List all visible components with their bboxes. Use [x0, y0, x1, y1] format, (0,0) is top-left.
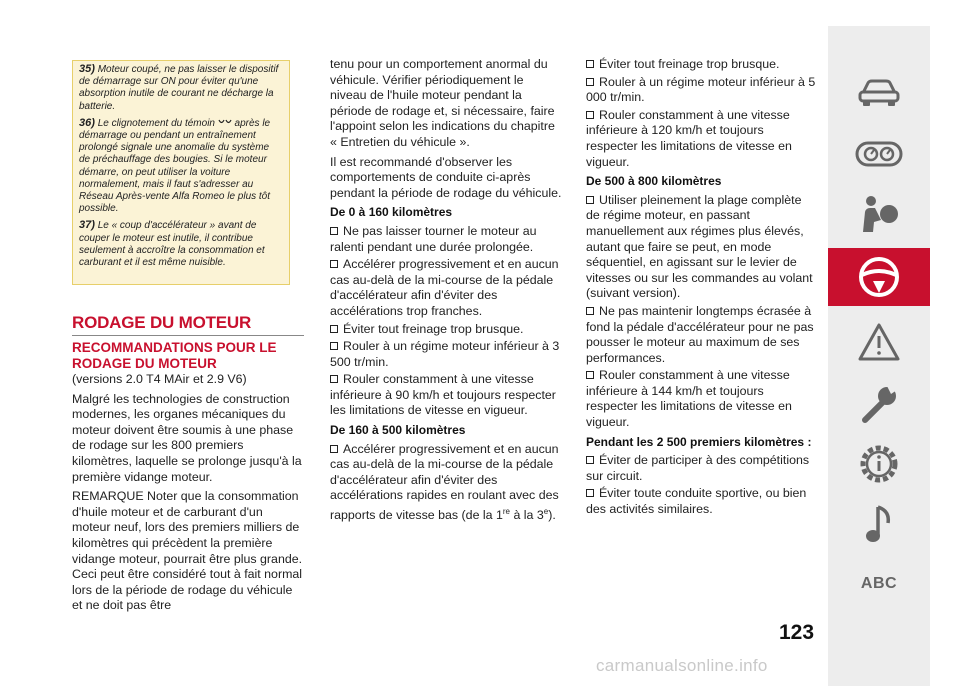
checkbox-bullet-icon	[586, 60, 594, 68]
column-2	[330, 57, 562, 526]
checkbox-bullet-icon	[330, 227, 338, 235]
list-item: Rouler constamment à une vitesse inférieure à 144 km/h et toujours respecter les limitations de vitesse en vigueur.	[586, 368, 792, 430]
list-item: Éviter de participer à des compétitions sur circuit.	[586, 453, 810, 483]
checkbox-bullet-icon	[586, 307, 594, 315]
heading-0-160: De 0 à 160 kilomètres	[330, 205, 453, 220]
list-item: Rouler constamment à une vitesse inférieure à 120 km/h et toujours respecter les limitations de vitesse en vigueur.	[586, 107, 792, 169]
list-item: Accélérer progressivement et en aucun cas au-delà de la mi-course de la pédale d'accélérateur afin d'éviter des accélérations trop franches.	[330, 257, 559, 318]
versions-text: (versions 2.0 T4 MAir et 2.9 V6)	[72, 372, 247, 386]
checkbox-bullet-icon	[330, 260, 338, 268]
music-note-icon	[864, 503, 894, 545]
heading-first-2500: Pendant les 2 500 premiers kilomètres :	[586, 434, 812, 449]
checkbox-bullet-icon	[586, 78, 594, 86]
nav-maintenance[interactable]	[828, 376, 930, 432]
abc-label: ABC	[860, 575, 898, 592]
checkbox-bullet-icon	[586, 111, 594, 119]
nav-multimedia[interactable]	[828, 496, 930, 552]
note-35: 35) Moteur coupé, ne pas laisser le dispositif de démarrage sur ON pour éviter qu'une absorption inutile de courant ne décharge la batterie.	[79, 63, 279, 112]
column-1	[72, 340, 304, 618]
steering-wheel-icon	[857, 255, 901, 299]
list-item: Rouler à un régime moteur inférieur à 5 000 tr/min.	[586, 74, 816, 105]
dashboard-icon	[855, 140, 903, 168]
subsection-title: RECOMMANDATIONS POUR LE RODAGE DU MOTEUR	[72, 340, 277, 371]
warning-triangle-icon	[857, 322, 901, 362]
nav-emergency[interactable]	[828, 314, 930, 370]
list-item: Éviter tout freinage trop brusque.	[330, 322, 562, 338]
list-item: Rouler constamment à une vitesse inférieure à 90 km/h et toujours respecter les limitations de vitesse en vigueur.	[330, 372, 556, 418]
section-title: RODAGE DU MOTEUR	[72, 313, 304, 336]
watermark: carmanualsonline.info	[596, 656, 768, 675]
checkbox-bullet-icon	[586, 196, 594, 204]
remark-paragraph: REMARQUE Noter que la consommation d'huile moteur et de carburant d'un moteur neuf, lors des premiers milliers de kilomètres qui précèdent la première vidange moteur, pourrait être plus grande. Ceci peut être considéré tout à fait normal lors de la période de rodage du véhicule et ne doit pas être	[72, 489, 303, 613]
list-item: Utiliser pleinement la plage complète de régime moteur, en passant manuellement aux régimes plus élevés, autant que faire se peut, en mode séquentiel, en agissant sur le levier de vitesses ou sur les commandes au volant (suivant version).	[586, 192, 813, 301]
page-number: 123	[779, 621, 815, 644]
wrench-icon	[857, 382, 901, 426]
checkbox-bullet-icon	[586, 371, 594, 379]
nav-index[interactable]	[828, 556, 930, 612]
intro-paragraph: Malgré les technologies de construction modernes, les organes mécaniques du moteur doivent être soumis à une phase de rodage sur les 800 premiers kilomètres, laquelle se prolonge jusqu'à la première vidange moteur.	[72, 391, 302, 484]
nav-knowing-car[interactable]	[828, 64, 930, 120]
column-3	[586, 57, 818, 520]
checkbox-bullet-icon	[586, 456, 594, 464]
continuation-paragraph: tenu pour un comportement anormal du véhicule. Vérifier périodiquement le niveau de l'huile moteur pendant la période de rodage et, si nécessaire, faire l'appoint selon les indications du chapitre « Entretien du véhicule ».	[330, 57, 555, 149]
chapter-sidebar	[828, 26, 930, 686]
recommendation-paragraph: Il est recommandé d'observer les comportements de conduite ci-après pendant la période de rodage du véhicule.	[330, 154, 562, 200]
glow-plug-warning-icon	[218, 118, 232, 127]
heading-500-800: De 500 à 800 kilomètres	[586, 174, 722, 189]
checkbox-bullet-icon	[586, 489, 594, 497]
nav-technical-data[interactable]	[828, 436, 930, 492]
list-item: Accélérer progressivement et en aucun cas au-delà de la mi-course de la pédale d'accélérateur afin d'éviter des accélérations rapides en roulant avec des rapports de vitesse bas (de la 1re à la 3e).	[330, 441, 559, 523]
note-36: 36) Le clignotement du témoin après le démarrage ou pendant un entraînement prolongé signale une anomalie du système de préchauffage des bougies. Si le moteur démarre, on peut utiliser la voiture normalement, mais il faut s'adresser au Réseau Après-vente Alfa Romeo le plus tôt possible.	[79, 116, 271, 215]
car-icon	[857, 77, 901, 107]
list-item: Ne pas maintenir longtemps écrasée à fond la pédale d'accélérateur pour ne pas pousser le moteur au maximum de ses performances.	[586, 303, 814, 365]
nav-safety[interactable]	[828, 186, 930, 242]
list-item: Éviter toute conduite sportive, ou bien des activités similaires.	[586, 486, 807, 517]
nav-starting-driving[interactable]	[828, 248, 930, 306]
checkbox-bullet-icon	[330, 445, 338, 453]
nav-instrument-panel[interactable]	[828, 126, 930, 182]
checkbox-bullet-icon	[330, 375, 338, 383]
list-item: Éviter tout freinage trop brusque.	[586, 57, 818, 73]
list-item: Rouler à un régime moteur inférieur à 3 500 tr/min.	[330, 339, 560, 369]
airbag-icon	[857, 194, 901, 234]
notes-box	[72, 60, 290, 285]
note-37: 37) Le « coup d'accélérateur » avant de couper le moteur est inutile, il contribue seulement à accroître la consommation et carburant et il est même nuisible.	[79, 219, 265, 269]
gear-info-icon	[857, 442, 901, 486]
checkbox-bullet-icon	[330, 342, 338, 350]
list-item: Ne pas laisser tourner le moteur au ralenti pendant une durée prolongée.	[330, 223, 537, 254]
heading-160-500: De 160 à 500 kilomètres	[330, 423, 466, 438]
checkbox-bullet-icon	[330, 325, 338, 333]
